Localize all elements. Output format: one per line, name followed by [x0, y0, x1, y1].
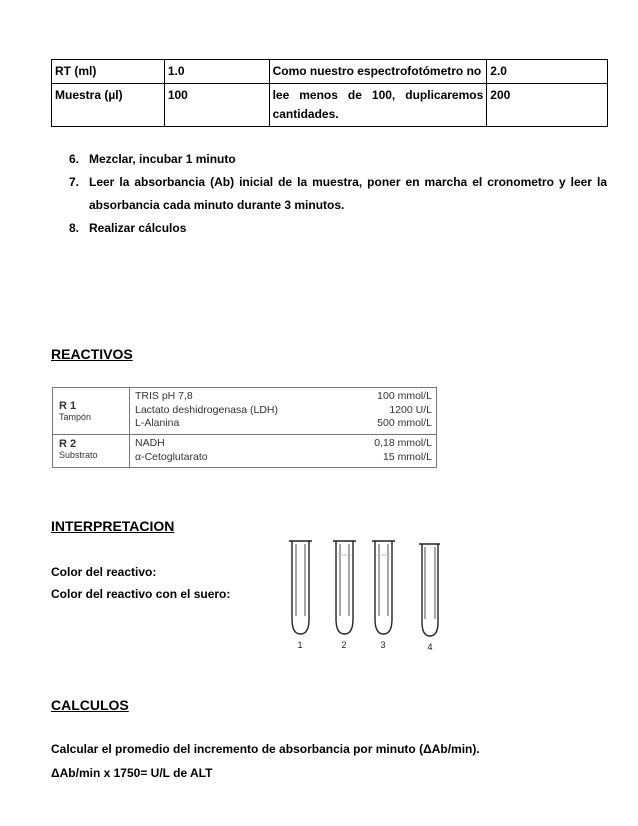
- reagent-items: [135, 437, 432, 464]
- reagent-items: [135, 390, 432, 431]
- step-text: Leer la absorbancia (Ab) inicial de la muestra, poner en marcha el cronometro y leer la absorbancia cada minuto durante 3 minutos.: [89, 175, 607, 212]
- test-tube-icon: [289, 541, 312, 634]
- step-text: Realizar cálculos: [89, 221, 187, 235]
- list-item: [69, 171, 607, 217]
- component-value: 15 mmol/L: [382, 450, 432, 463]
- tube-label: 4: [427, 642, 433, 652]
- reagents-table: [52, 387, 437, 468]
- test-tubes-illustration: [280, 538, 450, 653]
- table-cell: lee menos de 100, duplicaremos cantidades.: [269, 84, 487, 127]
- step-number: 6.: [69, 152, 80, 166]
- reagent-type: Substrato: [59, 450, 98, 460]
- table-cell: Como nuestro espectrofotómetro no: [269, 60, 487, 84]
- list-item: [135, 417, 432, 431]
- list-item: [69, 148, 607, 171]
- test-tube-icon: [419, 544, 440, 636]
- table-cell: 200: [487, 84, 608, 127]
- reagent-label: [59, 400, 125, 422]
- list-item: [69, 217, 607, 240]
- reagent-label: [59, 438, 125, 460]
- table-row: [53, 388, 436, 435]
- table-cell: 100: [164, 84, 269, 127]
- calc-instruction: Calcular el promedio del incremento de absorbancia por minuto (ΔAb/min).: [51, 742, 480, 756]
- component-name: TRIS pH 7,8: [135, 390, 193, 402]
- tube-label: 2: [341, 640, 347, 650]
- test-tube-icon: [333, 541, 356, 634]
- component-name: NADH: [135, 437, 165, 449]
- component-value: 0,18 mmol/L: [374, 437, 432, 449]
- component-name: α-Cetoglutarato: [135, 450, 208, 463]
- component-name: L-Alanina: [135, 417, 180, 429]
- step-number: 7.: [69, 175, 80, 189]
- volumes-table: [51, 59, 608, 127]
- reagent-serum-color-label: Color del reactivo con el suero:: [51, 587, 231, 601]
- component-value: 1200 U/L: [389, 403, 432, 416]
- reagent-code: R 1: [59, 400, 77, 412]
- component-value: 500 mmol/L: [377, 417, 432, 429]
- table-cell: Muestra (µl): [52, 84, 165, 127]
- table-cell: 1.0: [164, 60, 269, 84]
- calculos-heading: CALCULOS: [51, 697, 129, 713]
- step-text: Mezclar, incubar 1 minuto: [89, 152, 236, 166]
- step-number: 8.: [69, 221, 80, 235]
- tube-label: 1: [297, 640, 303, 650]
- component-name: Lactato deshidrogenasa (LDH): [135, 403, 279, 416]
- table-row: [52, 84, 608, 127]
- column-divider: [129, 388, 130, 434]
- component-value: 100 mmol/L: [377, 390, 432, 402]
- calc-formula: ΔAb/min x 1750= U/L de ALT: [51, 766, 213, 780]
- interpretacion-heading: INTERPRETACION: [51, 518, 175, 534]
- reagent-color-label: Color del reactivo:: [51, 565, 157, 579]
- list-item: [135, 437, 432, 451]
- list-item: [135, 451, 432, 465]
- column-divider: [129, 435, 130, 467]
- table-cell: RT (ml): [52, 60, 165, 84]
- test-tube-icon: [372, 541, 395, 634]
- table-row: [53, 435, 436, 467]
- reactivos-heading: REACTIVOS: [51, 346, 133, 362]
- reagent-type: Tampón: [59, 412, 92, 422]
- list-item: [135, 390, 432, 404]
- table-cell: 2.0: [487, 60, 608, 84]
- table-row: [52, 60, 608, 84]
- list-item: [135, 404, 432, 418]
- procedure-steps: [69, 148, 607, 240]
- reagent-code: R 2: [59, 438, 77, 450]
- tube-label: 3: [380, 640, 386, 650]
